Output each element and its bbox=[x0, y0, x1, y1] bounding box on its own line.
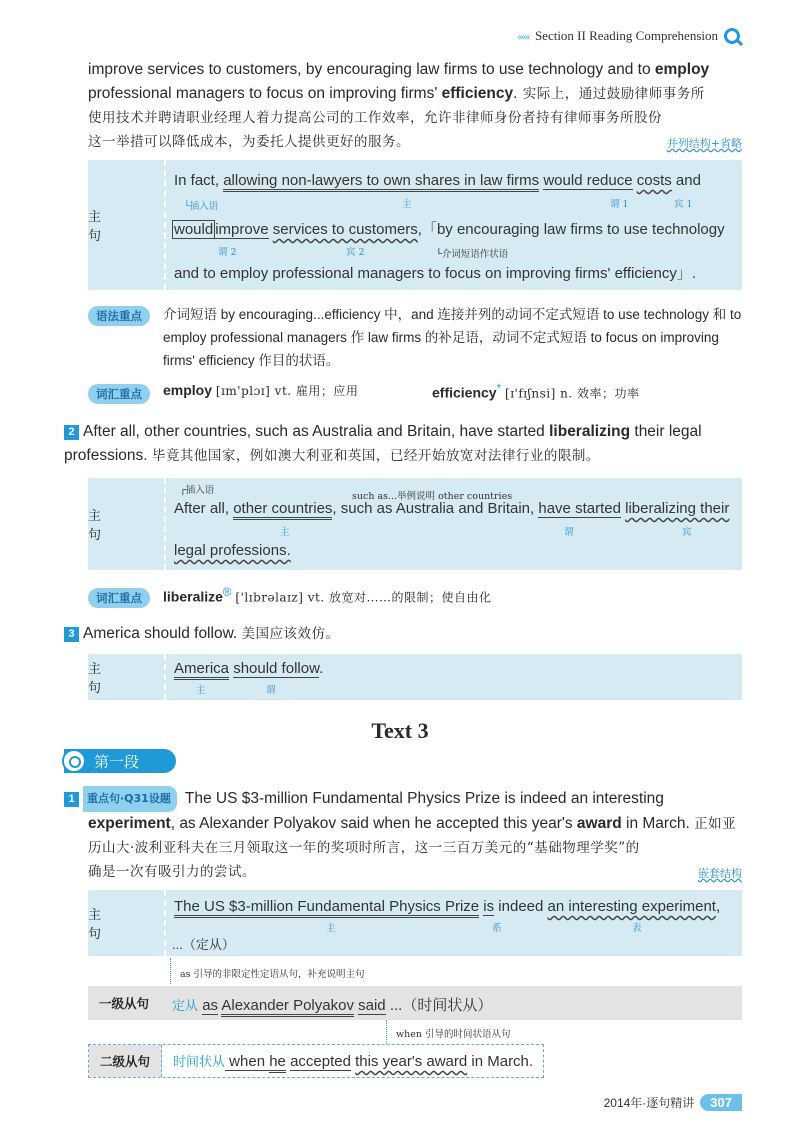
connector-line bbox=[170, 958, 171, 984]
sentence-4: 1 重点句·Q31设题 The US $3-million Fundamental Physics Prize is indeed an interesting experiment, as Alexander Polyakov said when he accepted this year's award in March. 正如亚 历山大·波利亚科夫在三月领取这一年的奖项时所言，这一三百万美元的“基础物理学奖”的 确是一次有吸引力的尝试。 嵌套结构 bbox=[64, 786, 744, 884]
box-label: 主 句 bbox=[88, 908, 116, 942]
connector-line bbox=[386, 1020, 387, 1046]
vocab-entry-employ: employ [ɪm'plɔɪ] vt. 雇用；应用 bbox=[163, 382, 359, 398]
box-label: 主 句 bbox=[88, 509, 116, 543]
structure-tag[interactable]: 并列结构+省略 bbox=[666, 137, 742, 150]
clause-note-1: as 引导的非限定性定语从句，补充说明主句 bbox=[180, 969, 365, 980]
vocab-entry-efficiency: efficiency* [ɪ'fɪʃnsi] n. 效率；功率 bbox=[432, 382, 640, 401]
page-number: 307 bbox=[700, 1094, 742, 1111]
box-label: 主 句 bbox=[88, 662, 116, 696]
main-clause-box-1: 主 句 In fact, allowing non-lawyers to own shares in law firms would reduce costs and └插入语 主 谓 1 宾 1 would improve services to customers,「by encouraging law firms to use technology 谓 2 宾 2 └介词短语作状语 and to employ professional managers to focus on improving firms' efficiency」. bbox=[88, 160, 742, 290]
grammar-pill: 语法重点 bbox=[88, 306, 150, 326]
header-title: Section II Reading Comprehension bbox=[534, 28, 718, 43]
search-icon bbox=[724, 28, 740, 44]
vocab-entry-liberalize: liberalize® ['lɪbrəlaɪz] vt. 放宽对……的限制；使自由化 bbox=[163, 586, 492, 605]
structure-tag[interactable]: 嵌套结构 bbox=[698, 867, 742, 880]
section-tab[interactable]: 第一段 bbox=[64, 749, 176, 773]
sentence-3: 3 America should follow. 美国应该效仿。 bbox=[64, 622, 744, 646]
text-3-title: Text 3 bbox=[371, 718, 429, 743]
level-1-clause: 一级从句 定从 as Alexander Polyakov said ...（时间状从） bbox=[88, 986, 742, 1020]
paragraph-continuation: improve services to customers, by encouraging law firms to use technology and to employ professional managers to focus on improving firms' efficiency. 实际上，通过鼓励律师事务所 使用技术并聘请职业经理人着力提高公司的工作效率，允许非律师身份者持有律师事务所股份 这一举措可以降低成本，为委托人提供更好的服务。 并列结构+省略 bbox=[88, 58, 744, 154]
clause-note-2: when 引导的时间状语从句 bbox=[396, 1029, 511, 1040]
sentence-2: 2 After all, other countries, such as Australia and Britain, have started liberalizing their legal professions. 毕竟其他国家，例如澳大利亚和英国，已经开始放宽对法律行业的限制。 bbox=[64, 423, 702, 464]
vocab-pill-1: 词汇重点 bbox=[88, 384, 150, 404]
running-header bbox=[517, 28, 740, 44]
search-icon bbox=[62, 749, 86, 773]
key-sentence-badge: 重点句·Q31设题 bbox=[83, 786, 177, 812]
vocab-pill-2: 词汇重点 bbox=[88, 588, 150, 608]
arrows-icon: ‹‹‹‹‹‹ bbox=[516, 28, 529, 43]
grammar-note: 介词短语 by encouraging...efficiency 中，and 连接并列的动词不定式短语 to use technology 和 to employ professional managers 作 law firms 的补足语，动词不定式短语 to focus on improving firms' efficiency 作目的状语。 bbox=[163, 307, 742, 368]
page-footer: 2014年·逐句精讲 307 bbox=[604, 1094, 742, 1111]
level-2-clause: 二级从句 时间状从 when he accepted this year's award in March. bbox=[88, 1044, 544, 1078]
main-clause-box-4: 主 句 The US $3-million Fundamental Physics Prize is indeed an interesting experiment, 主 系 表 ...（定从） bbox=[88, 890, 742, 956]
main-clause-box-3: 主 句 America should follow. 主 谓 bbox=[88, 654, 742, 700]
main-clause-box-2: 主 句 ┌插入语 such as...举例说明 other countries After all, other countries, such as Australia and Britain, have started liberalizing their 主 谓 宾 legal professions. bbox=[88, 478, 742, 570]
box-label: 主 句 bbox=[88, 210, 116, 244]
